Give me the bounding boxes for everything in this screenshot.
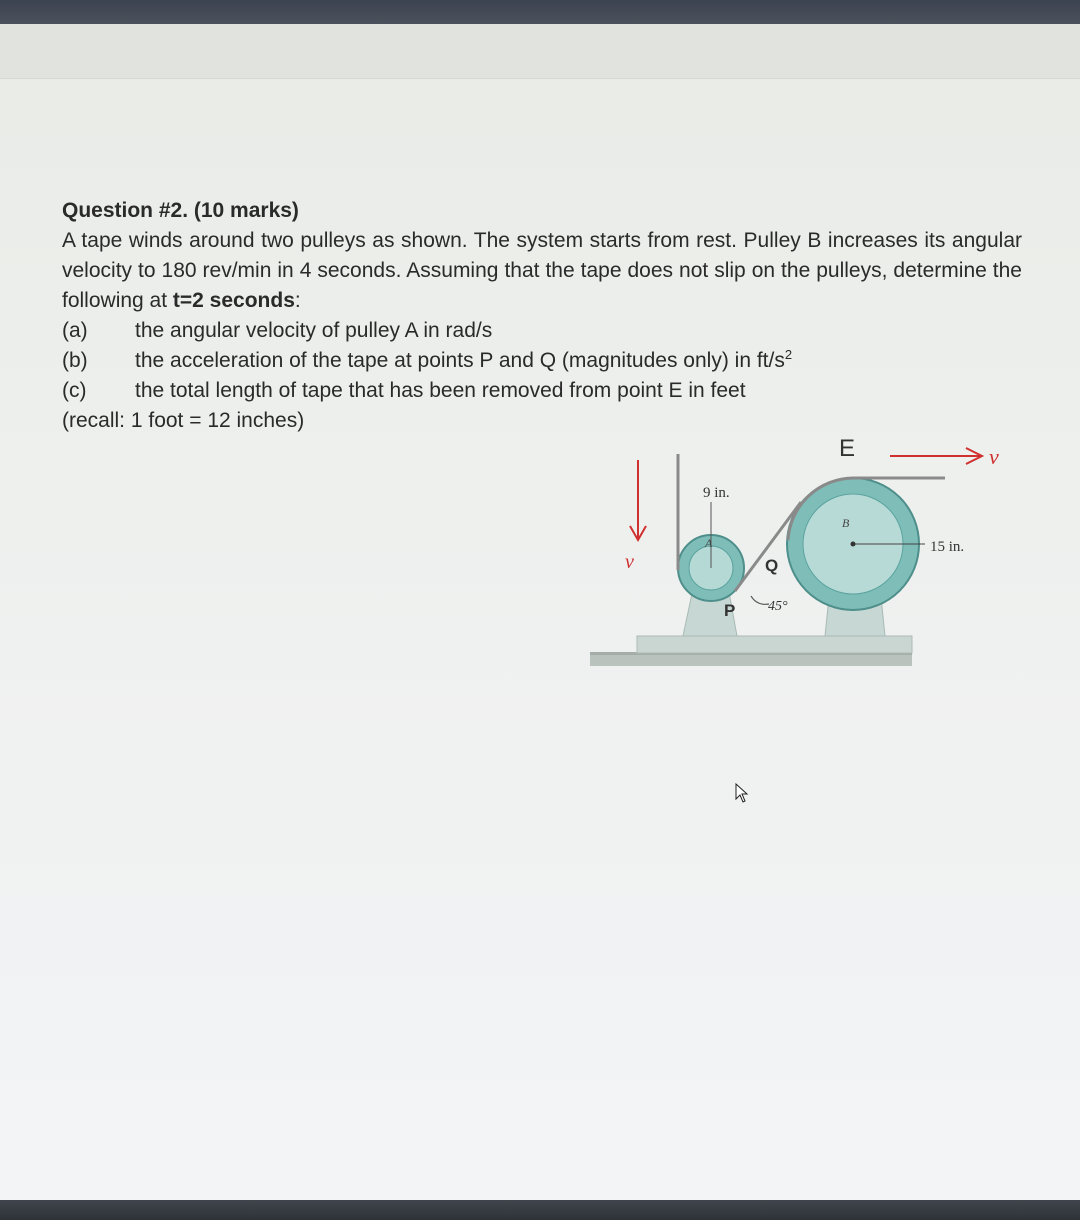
mouse-cursor-icon — [734, 783, 750, 805]
item-text: the total length of tape that has been removed from point E in feet — [135, 379, 746, 402]
label-v-right: v — [989, 444, 999, 469]
label-v-left: v — [625, 551, 634, 573]
question-item-c — [62, 376, 1022, 406]
item-superscript: 2 — [784, 347, 793, 362]
base-plate — [637, 636, 912, 653]
window-top-bar — [0, 0, 1080, 24]
question-title: Question #2. (10 marks) — [62, 199, 299, 222]
label-e: E — [839, 435, 856, 462]
item-label: (c) — [62, 379, 87, 402]
label-p: P — [724, 601, 736, 620]
label-9in: 9 in. — [703, 485, 730, 501]
question-body-end: : — [294, 289, 301, 312]
item-label: (a) — [62, 319, 88, 342]
question-item-a — [62, 316, 1022, 346]
label-45: 45° — [768, 599, 788, 614]
label-15in: 15 in. — [930, 539, 965, 555]
label-q: Q — [765, 556, 779, 575]
question-body-intro: A tape winds around two pulleys as shown. The system starts from rest. Pulley B increases its angular velocity to 180 rev/min in 4 seconds. Assuming that the tape does not slip on the pulleys, determine the following at — [62, 229, 1022, 312]
item-text-with-sup — [135, 346, 792, 376]
question-body-emph: t=2 seconds — [172, 289, 295, 312]
center-b — [851, 542, 856, 547]
pulley-diagram — [585, 420, 1045, 690]
angle-arc — [751, 596, 769, 604]
item-label: (b) — [62, 349, 88, 372]
question-item-b — [62, 346, 1022, 376]
page-header-strip — [0, 24, 1080, 79]
label-b: B — [842, 516, 850, 530]
item-text: the angular velocity of pulley A in rad/s — [135, 319, 493, 342]
window-bottom-bar — [0, 1200, 1080, 1220]
question-body — [62, 226, 1022, 316]
question-recall: (recall: 1 foot = 12 inches) — [62, 409, 305, 432]
question-block — [62, 196, 1022, 436]
item-text: the acceleration of the tape at points P and Q (magnitudes only) in ft/s — [135, 349, 785, 372]
label-a: A — [705, 536, 713, 550]
